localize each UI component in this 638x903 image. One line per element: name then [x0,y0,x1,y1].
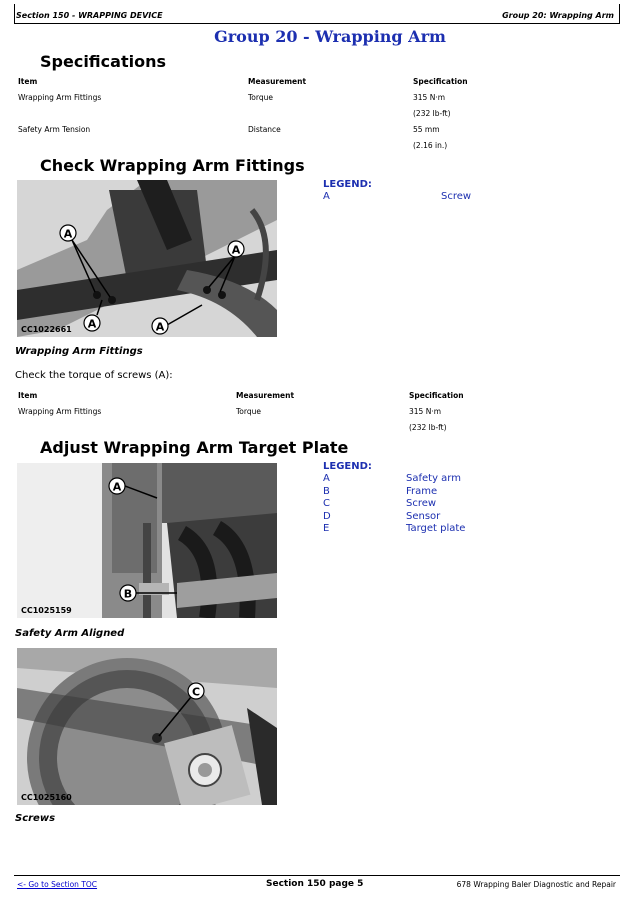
spec-row1-spec2: (232 lb-ft) [413,109,451,118]
safety-arm-aligned-photo [17,463,277,618]
screws-photo [17,648,277,805]
check-col-item: Item [18,391,38,400]
specifications-heading: Specifications [40,52,166,71]
figure-id-2: CC1025159 [21,606,72,615]
figure-id-1: CC1022661 [21,325,72,334]
header-rule [14,23,620,24]
check-legend-title: LEGEND: [323,179,372,190]
callout-a-1 [60,225,76,241]
spec-col-measurement: Measurement [248,77,307,86]
check-heading: Check Wrapping Arm Fittings [40,156,305,175]
adjust-legend-title: LEGEND: [323,461,372,472]
adjust-legend-value-d: Sensor [406,511,441,522]
header-section: Section 150 - WRAPPING DEVICE [16,11,163,20]
adjust-legend-key-e: E [323,523,330,534]
caption-screws: Screws [15,813,56,824]
adjust-legend-value-a: Safety arm [406,473,461,484]
header-right-border [619,4,620,24]
spec-row1-measurement: Torque [248,93,273,102]
callout-b-frame-label: B [123,587,133,601]
adjust-legend-value-b: Frame [406,486,438,497]
check-col-measurement: Measurement [236,391,295,400]
spec-col-specification: Specification [413,77,468,86]
wrapping-arm-fittings-photo [17,180,277,337]
adjust-legend-key-d: D [323,511,331,522]
wrapping-arm-fittings-illustration [17,180,277,337]
adjust-legend-value-c: Screw [406,498,437,509]
footer-document-title: 678 Wrapping Baler Diagnostic and Repair [456,880,616,889]
adjust-heading: Adjust Wrapping Arm Target Plate [40,438,349,457]
header-left-border [14,4,15,24]
footer-page-number: Section 150 page 5 [266,879,364,889]
header-group: Group 20: Wrapping Arm [502,11,614,20]
spec-row2-measurement: Distance [248,125,281,134]
adjust-legend-value-e: Target plate [406,523,466,534]
spec-row1-spec: 315 N·m [413,93,445,102]
spec-row1-item: Wrapping Arm Fittings [18,93,102,102]
check-instruction: Check the torque of screws (A): [15,370,173,381]
callout-b-frame [120,585,136,601]
figure-id-3: CC1025160 [21,793,72,802]
callout-a-2 [228,241,244,257]
footer-rule [14,875,620,876]
callout-a-4-label: A [155,320,165,334]
callout-a-3-label: A [87,317,97,331]
screws-illustration [17,648,277,805]
spec-col-item: Item [18,77,38,86]
check-row1-spec2: (232 lb-ft) [409,423,447,432]
adjust-legend-key-c: C [323,498,330,509]
caption-wrapping-arm-fittings: Wrapping Arm Fittings [15,346,143,357]
check-row1-item: Wrapping Arm Fittings [18,407,102,416]
page-title: Group 20 - Wrapping Arm [214,27,446,46]
spec-row2-spec2: (2.16 in.) [413,141,448,150]
check-legend-value-a: Screw [441,191,472,202]
callout-a-4 [152,318,168,334]
check-legend-key-a: A [323,191,330,202]
caption-safety-arm-aligned: Safety Arm Aligned [15,628,125,639]
safety-arm-aligned-illustration [17,463,277,618]
callout-a-safety [109,478,125,494]
adjust-legend-key-a: A [323,473,330,484]
callout-a-3 [84,315,100,331]
check-row1-spec: 315 N·m [409,407,441,416]
spec-row2-item: Safety Arm Tension [18,125,91,134]
check-col-specification: Specification [409,391,464,400]
section-toc-link[interactable]: <- Go to Section TOC [17,880,98,889]
callout-c-screw-label: C [191,685,201,699]
spec-row2-spec: 55 mm [413,125,440,134]
callout-a-safety-label: A [112,480,122,494]
callout-a-1-label: A [63,227,73,241]
check-row1-measurement: Torque [236,407,261,416]
callout-c-screw [188,683,204,699]
callout-a-2-label: A [231,243,241,257]
adjust-legend-key-b: B [323,486,330,497]
